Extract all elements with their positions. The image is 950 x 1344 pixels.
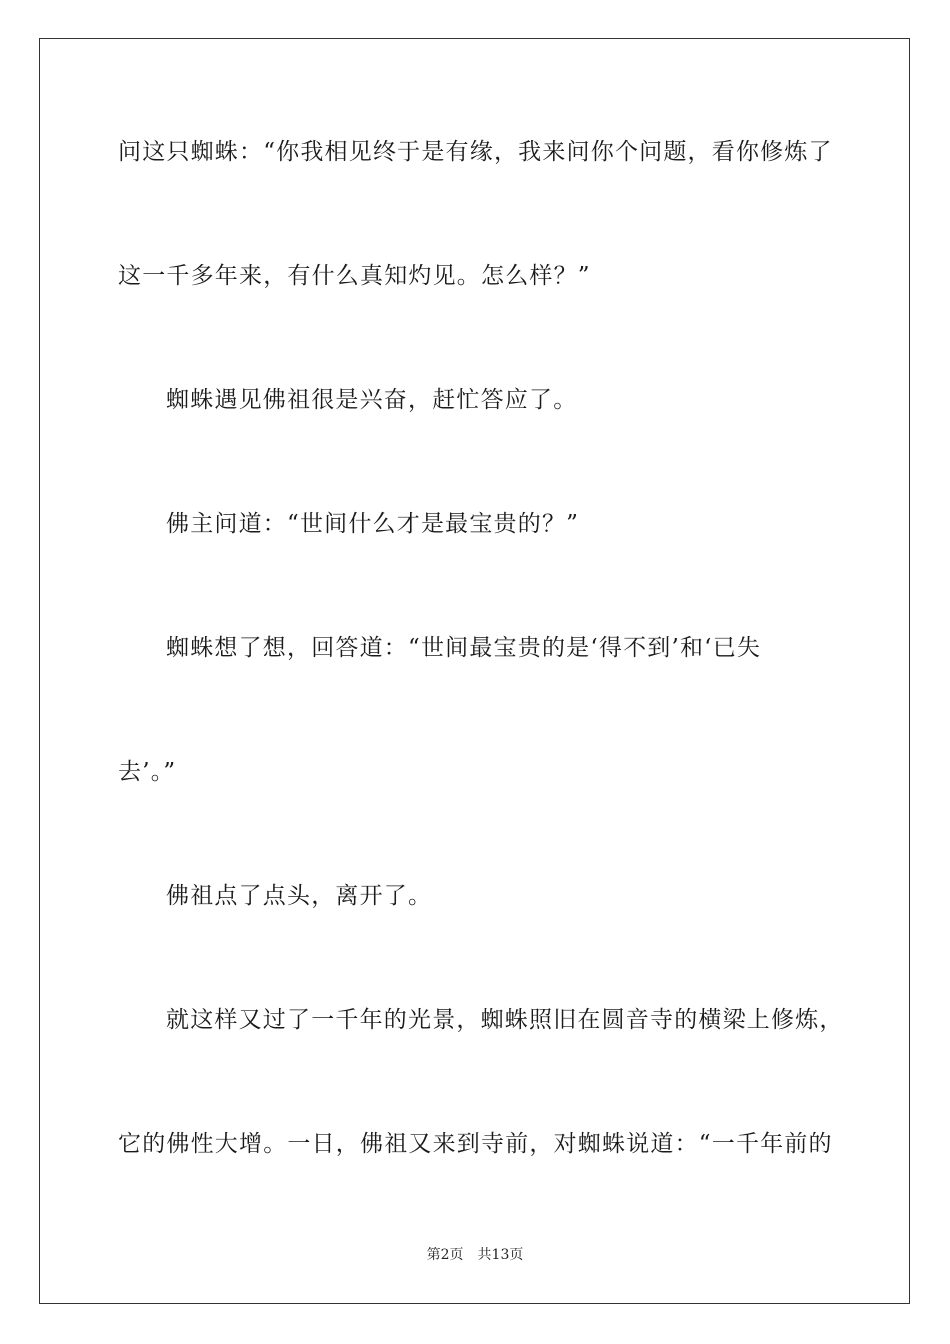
page-number: 第2页 [426,1247,464,1263]
text-line-2: 这一千多年来，有什么真知灼见。怎么样？” [118,263,591,289]
text-line-8: 就这样又过了一千年的光景，蜘蛛照旧在圆音寺的横梁上修炼， [166,1007,844,1033]
text-line-3: 蜘蛛遇见佛祖很是兴奋，赶忙答应了。 [166,387,578,413]
page-footer [0,1246,950,1264]
page-total: 共13页 [477,1247,524,1263]
text-line-5: 蜘蛛想了想，回答道：“世间最宝贵的是‘得不到’和‘已失 [166,635,762,661]
text-line-6: 去’。” [118,759,177,785]
text-line-4: 佛主问道：“世间什么才是最宝贵的？” [166,511,580,537]
text-line-7: 佛祖点了点头，离开了。 [166,883,433,909]
text-line-1: 问这只蜘蛛：“你我相见终于是有缘，我来问你个问题，看你修炼了 [118,139,833,165]
text-line-9: 它的佛性大增。一日，佛祖又来到寺前，对蜘蛛说道：“一千年前的 [118,1131,833,1157]
page-border [39,38,910,1304]
